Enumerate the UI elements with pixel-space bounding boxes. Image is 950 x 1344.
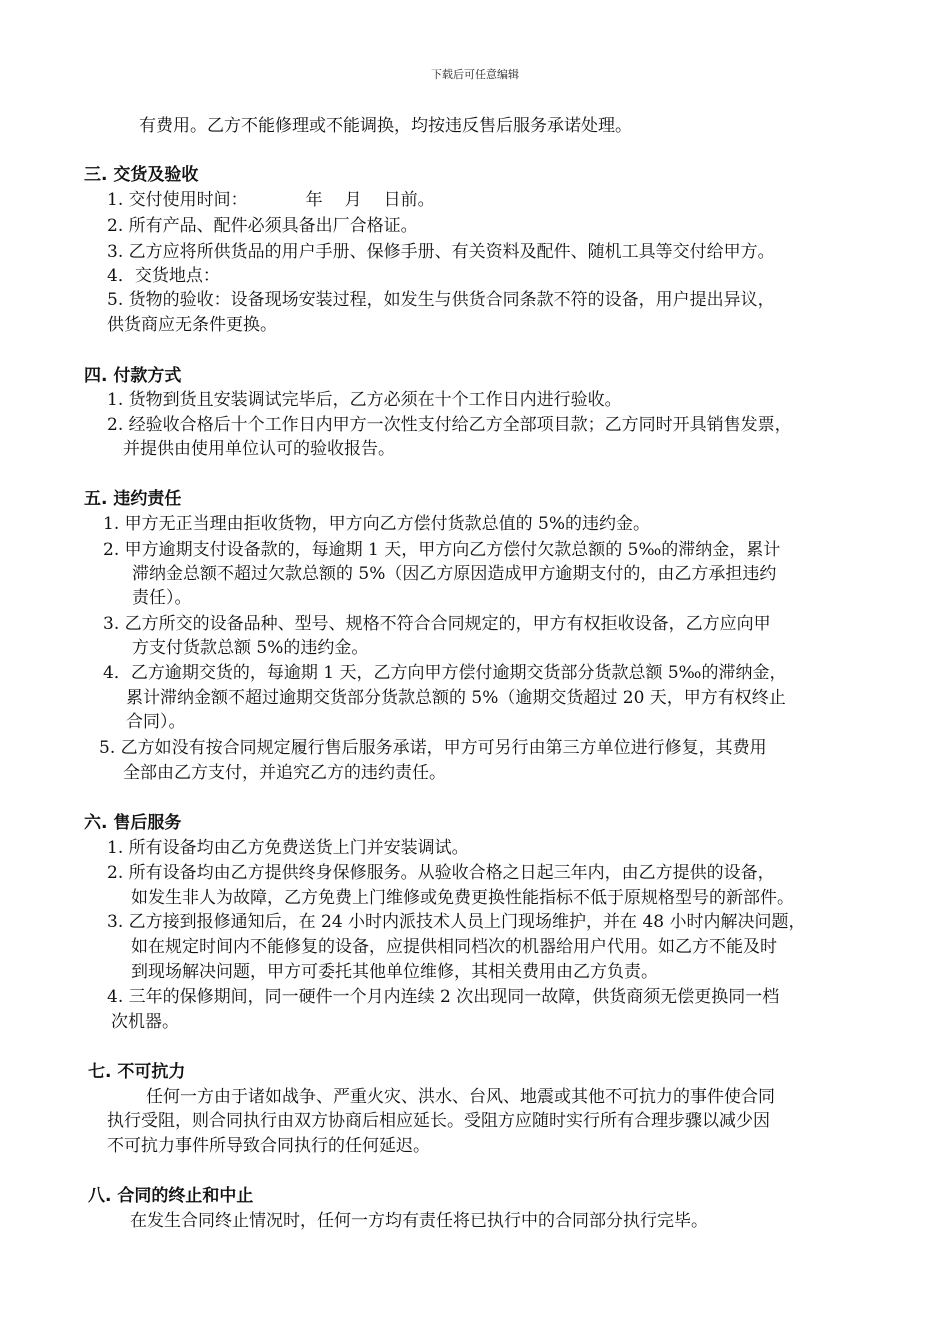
page-header: 下载后可任意编辑 (431, 68, 519, 81)
section-4-title: 四. 付款方式 (84, 366, 182, 386)
s6-item-4-line-1: 4. 三年的保修期间，同一硬件一个月内连续 2 次出现同一故障，供货商须无偿更换同一档 (107, 987, 780, 1007)
s6-item-1: 1. 所有设备均由乙方免费送货上门并安装调试。 (107, 838, 469, 858)
s7-para-line-2: 执行受阻，则合同执行由双方协商后相应延长。受阻方应随时实行所有合理步骤以减少因 (107, 1111, 770, 1131)
s3-item-2: 2. 所有产品、配件必须具备出厂合格证。 (107, 216, 418, 236)
s3-item-1-year: 年 (305, 190, 323, 210)
s3-item-5-line-2: 供货商应无条件更换。 (107, 315, 277, 335)
s3-item-1-month: 月 (344, 190, 362, 210)
s4-item-2-line-1: 2. 经验收合格后十个工作日内甲方一次性支付给乙方全部项目款；乙方同时开具销售发票， (107, 415, 792, 435)
section-6-title: 六. 售后服务 (84, 813, 182, 833)
s4-item-2-line-2: 并提供由使用单位认可的验收报告。 (123, 439, 395, 459)
s5-item-3-line-2: 方支付货款总额 5%的违约金。 (132, 638, 369, 658)
s5-item-4-line-2: 累计滞纳金额不超过逾期交货部分货款总额的 5%（逾期交货超过 20 天，甲方有权终止 (126, 688, 786, 708)
section-7-title: 七. 不可抗力 (88, 1062, 186, 1082)
s3-item-1-label: 1. 交付使用时间： (107, 190, 248, 210)
s5-item-2-line-3: 责任）。 (132, 588, 192, 608)
s3-item-1-day: 日前。 (383, 190, 435, 210)
s6-item-2-line-1: 2. 所有设备均由乙方提供终身保修服务。从验收合格之日起三年内，由乙方提供的设备， (107, 863, 775, 883)
s5-item-4-line-3: 合同）。 (126, 712, 186, 732)
section-3-title: 三. 交货及验收 (84, 165, 199, 185)
s5-item-2-line-1: 2. 甲方逾期支付设备款的，每逾期 1 天，甲方向乙方偿付欠款总额的 5‰的滞纳金，累计 (103, 540, 781, 560)
section-5-title: 五. 违约责任 (84, 489, 182, 509)
s5-item-2-line-2: 滞纳金总额不超过欠款总额的 5%（因乙方原因造成甲方逾期支付的，由乙方承担违约 (132, 564, 777, 584)
s6-item-2-line-2: 如发生非人为故障，乙方免费上门维修或免费更换性能指标不低于原规格型号的新部件。 (131, 888, 794, 908)
s5-item-4-line-1: 4．乙方逾期交货的，每逾期 1 天，乙方向甲方偿付逾期交货部分货款总额 5‰的滞纳金， (103, 663, 787, 683)
intro-line: 有费用。乙方不能修理或不能调换，均按违反售后服务承诺处理。 (139, 116, 632, 136)
s8-para-line-1: 在发生合同终止情况时，任何一方均有责任将已执行中的合同部分执行完毕。 (130, 1211, 708, 1231)
s5-item-5-line-2: 全部由乙方支付，并追究乙方的违约责任。 (123, 763, 446, 783)
s7-para-line-3: 不可抗力事件所导致合同执行的任何延迟。 (107, 1136, 430, 1156)
s3-item-5-line-1: 5. 货物的验收：设备现场安装过程，如发生与供货合同条款不符的设备，用户提出异议， (107, 290, 775, 310)
s4-item-1: 1. 货物到货且安装调试完毕后，乙方必须在十个工作日内进行验收。 (107, 390, 622, 410)
s3-item-4: 4．交货地点： (107, 266, 220, 286)
s5-item-5-line-1: 5. 乙方如没有按合同规定履行售后服务承诺，甲方可另行由第三方单位进行修复，其费用 (99, 738, 767, 758)
s6-item-3-line-3: 到现场解决问题，甲方可委托其他单位维修，其相关费用由乙方负责。 (131, 962, 658, 982)
s6-item-3-line-2: 如在规定时间内不能修复的设备，应提供相同档次的机器给用户代用。如乙方不能及时 (131, 937, 777, 957)
s6-item-3-line-1: 3. 乙方接到报修通知后，在 24 小时内派技术人员上门现场维护，并在 48 小时内解决问题， (107, 912, 806, 932)
s6-item-4-line-2: 次机器。 (111, 1012, 179, 1032)
s5-item-3-line-1: 3. 乙方所交的设备品种、型号、规格不符合合同规定的，甲方有权拒收设备，乙方应向甲 (103, 614, 771, 634)
s3-item-3: 3. 乙方应将所供货品的用户手册、保修手册、有关资料及配件、随机工具等交付给甲方。 (107, 242, 775, 262)
s3-item-1 (107, 190, 435, 210)
s5-item-1: 1. 甲方无正当理由拒收货物，甲方向乙方偿付货款总值的 5%的违约金。 (103, 514, 650, 534)
s7-para-line-1: 任何一方由于诸如战争、严重火灾、洪水、台风、地震或其他不可抗力的事件使合同 (146, 1087, 775, 1107)
section-8-title: 八. 合同的终止和中止 (88, 1186, 254, 1206)
